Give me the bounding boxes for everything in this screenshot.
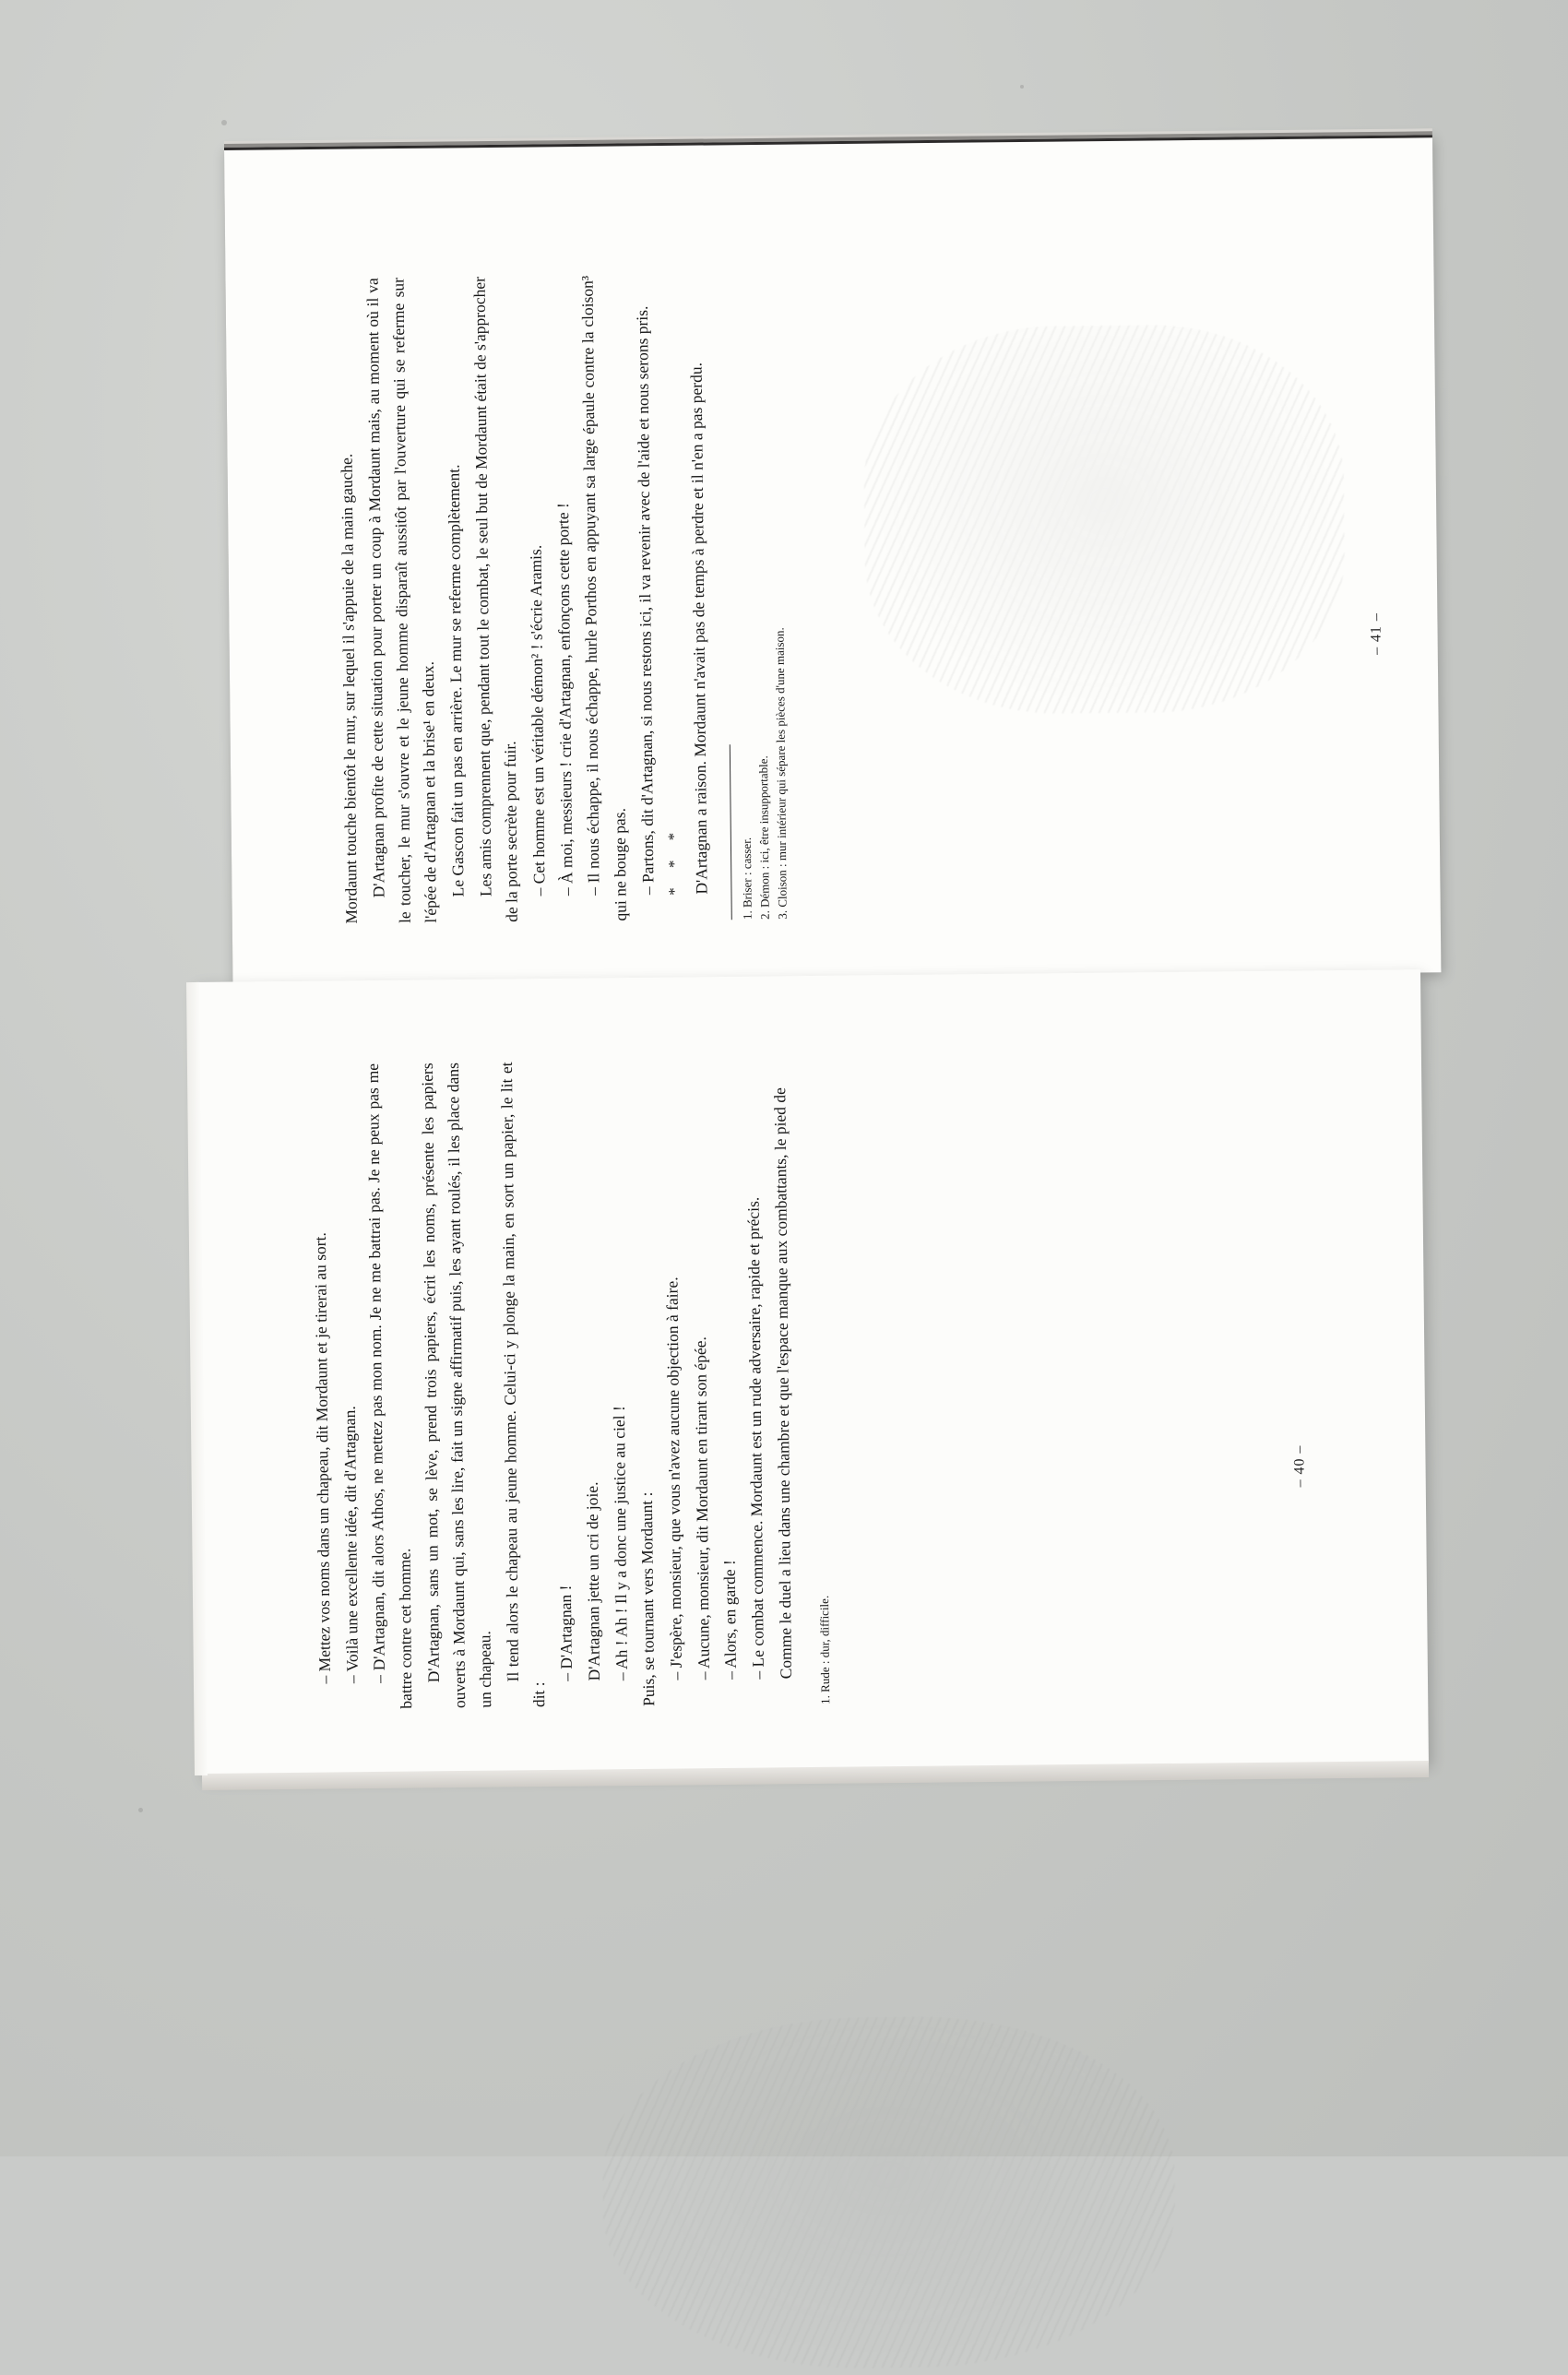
- scan-speck: [1020, 85, 1024, 89]
- paragraph: D'Artagnan, sans un mot, se lève, prend trois papiers, écrit les noms, présente les papiers ouverts à Mordaunt qui, sans les lire, fait un signe affirmatif puis, les ayant roulés, il les place dans un chapeau.: [417, 1062, 495, 1709]
- page-40: [194, 969, 1429, 1775]
- paragraph: – J'espère, monsieur, que vous n'avez aucune objection à faire.: [662, 1277, 685, 1680]
- paragraph: D'Artagnan jette un cri de joie.: [582, 1481, 603, 1681]
- paragraph: – Aucune, monsieur, dit Mordaunt en tirant son épée.: [690, 1336, 713, 1680]
- page-41-text-block: [331, 274, 791, 924]
- paragraph: D'Artagnan a raison. Mordaunt n'avait pas de temps à perdre et il n'en a pas perdu.: [686, 362, 711, 895]
- paragraph: – Voilà une excellente idée, dit d'Artagnan.: [339, 1406, 362, 1684]
- paragraph: – D'Artagnan !: [555, 1585, 576, 1681]
- paragraph: – Cet homme est un véritable démon² ! s'écrie Aramis.: [526, 544, 549, 897]
- footnote: 1. Briser : casser.: [739, 837, 754, 920]
- footnote: 2. Démon : ici, être insupportable.: [755, 755, 772, 920]
- paragraph: – Alors, en garde !: [720, 1560, 741, 1680]
- paragraph: – D'Artagnan, dit alors Athos, ne mettez pas mon nom. Je ne me battrai pas. Je ne peux pas me battre contre cet homme.: [363, 1063, 416, 1709]
- scan-speck: [138, 1808, 143, 1812]
- paragraph: – Le combat commence. Mordaunt est un rude adversaire, rapide et précis.: [743, 1196, 768, 1680]
- paragraph: Mordaunt touche bientôt le mur, sur lequel il s'appuie de la main gauche.: [337, 453, 361, 924]
- paragraph: D'Artagnan profite de cette situation pour porter un coup à Mordaunt mais, au moment où il va le toucher, le mur s'ouvre et le jeune homme disparaît aussitôt par l'ouverture qui se referme sur l'épée de d'Artagnan et la brise¹ en deux.: [362, 277, 441, 924]
- footnote-list: [811, 1059, 835, 1704]
- paragraph: Il tend alors le chapeau au jeune homme. Celui-ci y plonge la main, en sort un papier, le lit et dit :: [496, 1062, 549, 1708]
- paragraph: – À moi, messieurs ! crie d'Artagnan, enfonçons cette porte !: [552, 503, 576, 897]
- page-number-40: – 40 –: [1291, 1444, 1308, 1488]
- footnote-rule: [730, 744, 732, 920]
- scan-speck: [221, 120, 227, 125]
- show-through-text: [601, 2014, 1177, 2370]
- paragraph: Puis, se tournant vers Mordaunt :: [637, 1491, 659, 1706]
- paragraph: Le Gascon fait un pas en arrière. Le mur se referme complètement.: [444, 464, 468, 897]
- footnote: 1. Rude : dur, difficile.: [816, 1595, 833, 1704]
- paragraph: – Il nous échappe, il nous échappe, hurle Porthos en appuyant sa large épaule contre la cloison³ qui ne bouge pas.: [577, 275, 630, 921]
- page-41: [224, 135, 1441, 985]
- section-separator: * * *: [664, 825, 683, 896]
- footnote-list: [732, 274, 791, 920]
- page-number-41: – 41 –: [1368, 612, 1384, 656]
- paragraph: Les amis comprennent que, pendant tout le combat, le seul but de Mordaunt était de s'approcher de la porte secrète pour fuir.: [469, 277, 522, 922]
- paragraph: Comme le duel a lieu dans une chambre et que l'espace manque aux combattants, le pied de: [770, 1087, 795, 1680]
- footnote: 3. Cloison : mur intérieur qui sépare les pièces d'une maison.: [772, 627, 790, 920]
- paragraph: – Ah ! Ah ! Il y a donc une justice au ciel !: [609, 1406, 631, 1681]
- page-40-text-block: [305, 1059, 835, 1710]
- show-through-illustration: [862, 323, 1346, 715]
- paragraph: – Partons, dit d'Artagnan, si nous restons ici, il va revenir avec de l'aide et nous serons pris.: [632, 305, 658, 896]
- paragraph: – Mettez vos noms dans un chapeau, dit Mordaunt et je tirerai au sort.: [310, 1232, 334, 1684]
